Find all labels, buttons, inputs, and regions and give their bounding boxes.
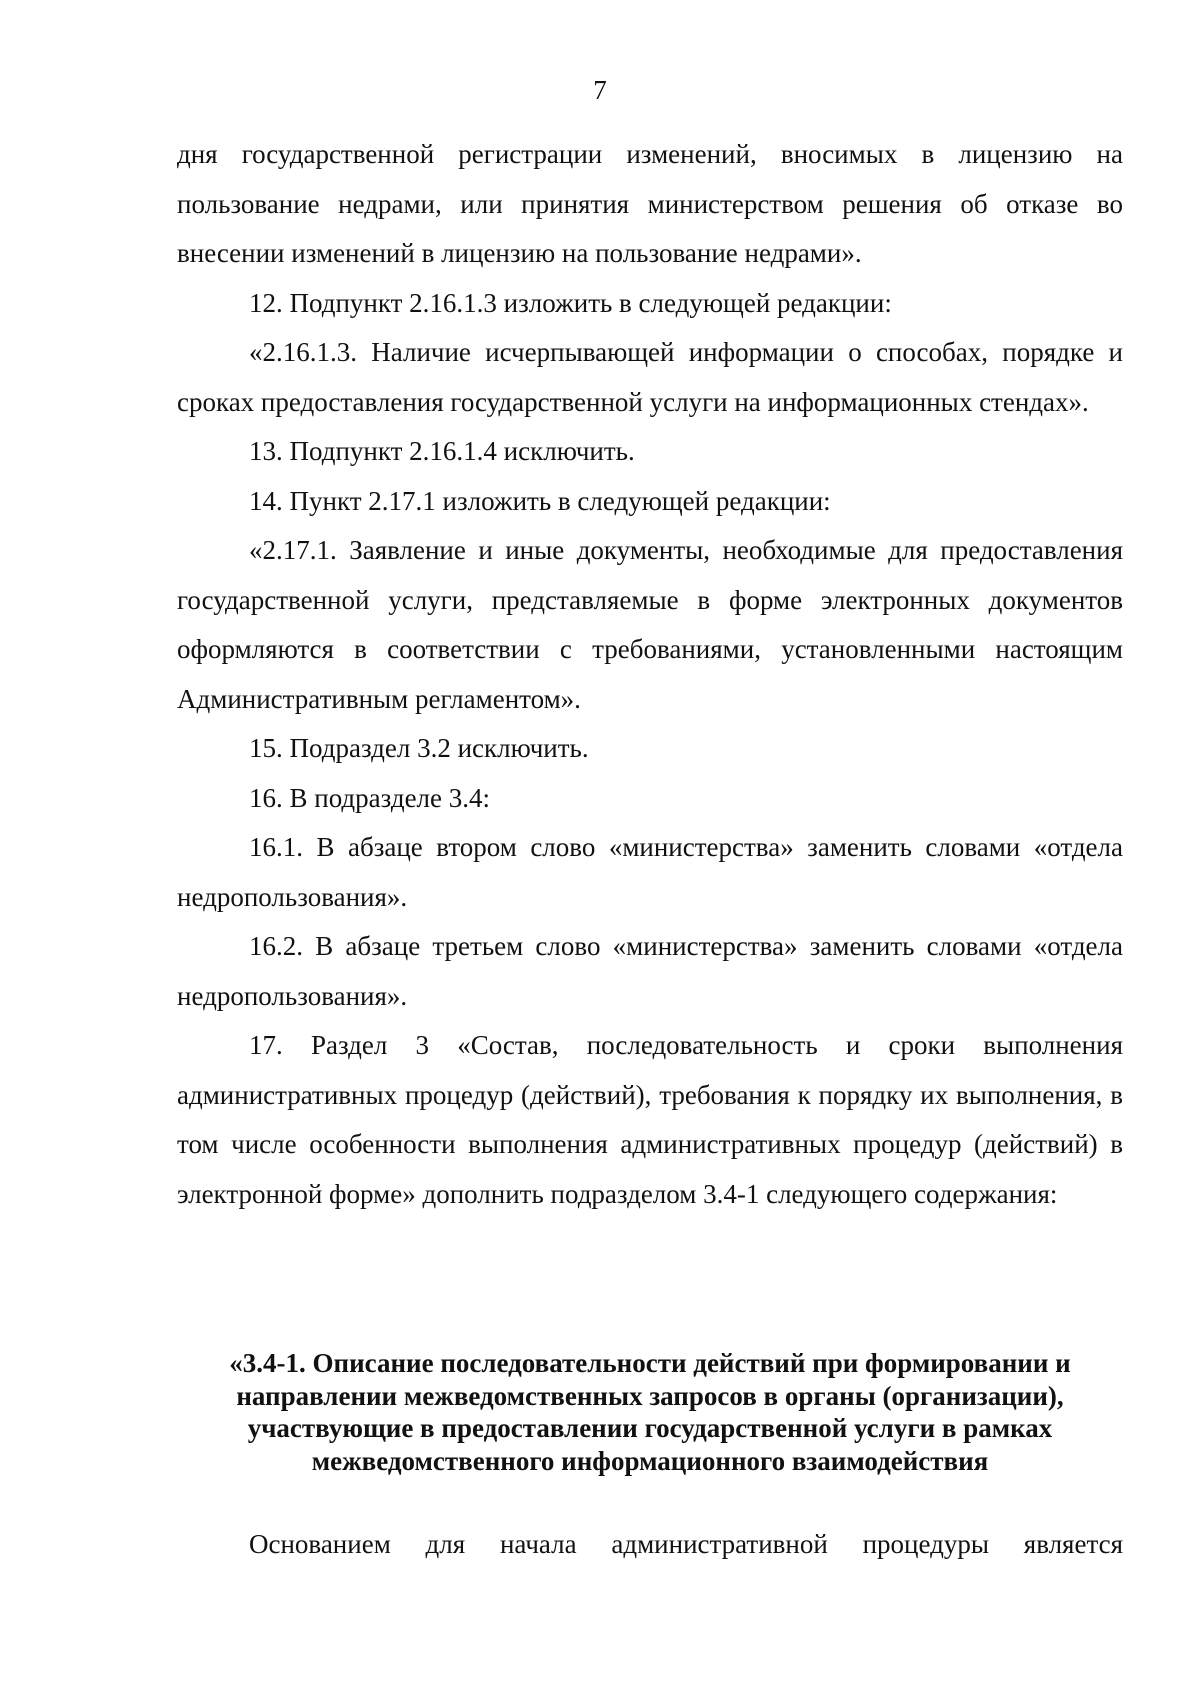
paragraph-item-14: 14. Пункт 2.17.1 изложить в следующей редакции: — [249, 485, 831, 516]
paragraph-continuation: дня государственной регистрации изменений, вносимых в лицензию на пользование недрами, или принятия министерством решения об отказе во внесении изменений в лицензию на пользование недрами». — [177, 139, 1123, 268]
paragraph-procedure-basis: Основанием для начала административной процедуры является — [249, 1529, 1123, 1559]
heading-line: направлении межведомственных запросов в органы (организации), — [236, 1380, 1064, 1411]
paragraph-item-16-1: 16.1. В абзаце втором слово «министерства» заменить словами «отдела недропользования». — [177, 832, 1123, 912]
paragraph-item-12: 12. Подпункт 2.16.1.3 изложить в следующей редакции: — [249, 287, 892, 318]
paragraph-item-16: 16. В подразделе 3.4: — [249, 782, 491, 813]
section-heading-3-4-1 — [177, 1347, 1123, 1477]
paragraph-item-16-2: 16.2. В абзаце третьем слово «министерства» заменить словами «отдела недропользования». — [177, 931, 1123, 1011]
document-body — [177, 130, 1123, 1219]
page-number: 7 — [593, 75, 607, 105]
paragraph-quote-2-16-1-3: «2.16.1.3. Наличие исчерпывающей информации о способах, порядке и сроках предоставления государственной услуги на информационных стендах». — [177, 337, 1123, 417]
heading-line: межведомственного информационного взаимодействия — [311, 1445, 989, 1476]
paragraph-item-15: 15. Подраздел 3.2 исключить. — [249, 733, 589, 763]
paragraph-item-17: 17. Раздел 3 «Состав, последовательность и сроки выполнения административных процедур (действий), требования к порядку их выполнения, в том числе особенности выполнения административных процедур (действий) в электронной форме» дополнить подразделом 3.4-1 следующего содержания: — [177, 1030, 1123, 1209]
heading-line: участвующие в предоставлении государственной услуги в рамках — [247, 1413, 1053, 1443]
heading-line: «3.4-1. Описание последовательности действий при формировании и — [229, 1348, 1071, 1378]
paragraph-item-13: 13. Подпункт 2.16.1.4 исключить. — [249, 436, 635, 466]
paragraph-quote-2-17-1: «2.17.1. Заявление и иные документы, необходимые для предоставления государственной услуги, представляемые в форме электронных документов оформляются в соответствии с требованиями, установленными настоящим Административным регламентом». — [177, 535, 1123, 714]
